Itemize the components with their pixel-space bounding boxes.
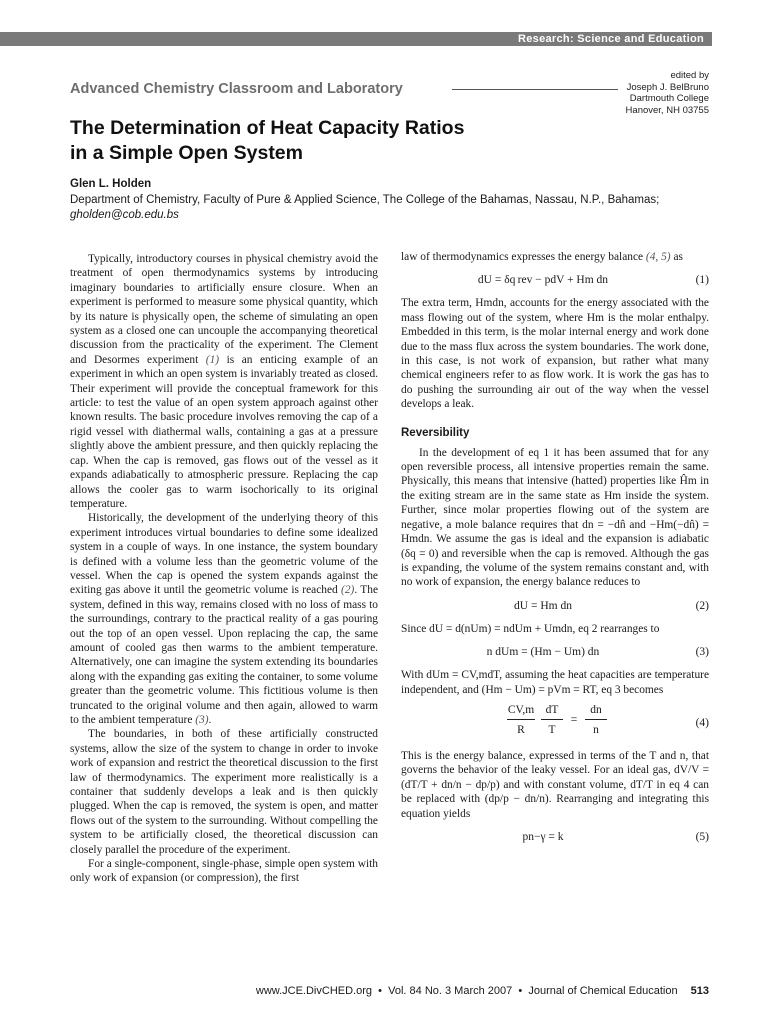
fraction-bar xyxy=(541,719,563,720)
equation-expression: n dUm = (Hm − Um) dn xyxy=(486,646,600,659)
section-banner xyxy=(0,32,712,46)
footer-separator: • xyxy=(378,985,382,997)
editor-line: edited by xyxy=(670,70,709,81)
paragraph: The extra term, Hmdn, accounts for the energy associated with the mass flowing out of the system, where Hm is the molar enthalpy. Embedded in this term, is the molar internal energy and work done due to the mass flux across the system boundaries. The work done, in this case, is not work of expansion, but rather what many chemical engineers refer to as flow work. It is work the gas has to do pushing the surrounding air out of the way when the vessel develops a leak. xyxy=(401,297,709,411)
editor-block xyxy=(626,70,709,116)
paragraph: For a single-component, single-phase, simple open system with only work of expansion (or compression), the first xyxy=(70,858,378,885)
paragraph: Historically, the development of the underlying theory of this experiment introduces virtual boundaries to define some idealized system in a couple of ways. In one instance, the system boundary is defined with a volume less than the geometric volume of the vessel. When the cap is opened the system expands against the exiting gas above it until the geometric volume is reached (2). The system, defined in this way, remains closed with no loss of mass to the surroundings, contrary to the practical reality of a gas pouring out the top of an open vessel. Upon replacing the cap, the same amount of cooled gas then warms to the ambient temperature. Alternatively, one can imagine the system extending its boundaries along with the expanding gas exiting the container, to some volume greater than the geometric volume. This fictitious volume is then truncated to the original volume and then again, allowed to warm to the ambient temperature (3). xyxy=(70,512,378,726)
equation-expression: dU = Hm dn xyxy=(514,599,572,612)
fraction-group xyxy=(505,701,609,745)
citation-link[interactable]: (4, 5) xyxy=(645,251,671,263)
equation-number: (4) xyxy=(695,716,709,729)
fraction-numerator: dn xyxy=(590,703,602,716)
editor-name: Joseph J. BelBruno xyxy=(626,81,709,93)
affiliation-text: Department of Chemistry, Faculty of Pure & Applied Science, The College of the Bahamas, Nassau, N.P., Bahamas; xyxy=(70,194,660,206)
fraction-numerator: CV,m xyxy=(507,703,535,716)
equation-3 xyxy=(401,640,709,664)
paragraph: This is the energy balance, expressed in terms of the T and n, that governs the behavior of the leaky vessel. For an ideal gas, dV/V = (dT/T + dn/n − dp/p) and with constant volume, dT/T in eq 4 can be replaced with (dp/p − dn/n). Rearranging and integrating this equation yields xyxy=(401,749,709,820)
equals-sign: = xyxy=(570,713,578,726)
fraction-denominator: R xyxy=(517,723,525,736)
fraction-numerator: dT xyxy=(545,703,559,716)
article-title-line-2: in a Simple Open System xyxy=(70,142,303,164)
equation-number: (2) xyxy=(695,599,709,612)
equation-number: (1) xyxy=(695,274,709,287)
citation-link[interactable]: (2) xyxy=(341,584,355,597)
editor-location: Hanover, NH 03755 xyxy=(625,104,709,116)
fraction-bar xyxy=(507,719,535,720)
author-email-link[interactable]: gholden@cob.edu.bs xyxy=(70,209,179,221)
paragraph: Typically, introductory courses in physical chemistry avoid the treatment of open thermodynamics systems by introducing imaginary boundaries to artificially ensure closure. When an experiment is performed to measure some physical quantity, which by its nature is physically open, the scheme of simulating an open system as a closed one can uncouple the accompanying theoretical discussion from the practicality of the experiment. The Clement and Desormes experiment (1) is an enticing example of an experiment in which an open system is invariably treated as closed. Their experiment will provide the conceptual framework for this article: to test the value of an open system approach against other known results. The basic procedure involves removing the cap of a rigid vessel with diathermal walls, containing a gas at a pressure slightly above the ambient pressure, and then quickly replacing the cap. When the cap is removed, gas flows out of the vessel as it expands adiabatically to atmospheric pressure. Replacing the cap allows the cooler gas to warm isochorically to its original temperature. xyxy=(70,253,379,510)
fraction-denominator: n xyxy=(593,723,599,736)
equation-4 xyxy=(401,701,709,745)
page-footer xyxy=(0,984,709,998)
page-number: 513 xyxy=(690,985,709,997)
series-title-rule xyxy=(452,89,618,90)
paragraph: With dUm = CV,mdT, assuming the heat capacities are temperature independent, and (Hm − Um) = pVm = RT, eq 3 becomes xyxy=(401,669,709,696)
body-column-left xyxy=(70,252,378,886)
equation-1 xyxy=(401,268,709,292)
author-name: Glen L. Holden xyxy=(70,178,152,190)
author-affiliation xyxy=(70,193,710,223)
journal-url-link[interactable]: www.JCE.DivCHED.org xyxy=(255,985,373,997)
journal-name: Journal of Chemical Education xyxy=(528,985,678,997)
equation-number: (3) xyxy=(695,646,709,659)
paragraph: In the development of eq 1 it has been assumed that for any open reversible process, all intensive properties remain the same. Physically, this means that intensive (hatted) properties like Ĥm in the exiting stream are in the same state as Hm inside the system. Further, since molar properties flowing out of the system are negative, a mole balance requires that dn = −dn̂ and −Hm(−dn̂) = Hmdn. We assume the gas is ideal and the expansion is adiabatic (δq = 0) and reversible when the cap is removed. Although the gas is expanding, the volume of the system remains constant and, with no work of expansion, the energy balance reduces to xyxy=(401,446,709,589)
equation-2 xyxy=(401,594,709,618)
citation-link[interactable]: (1) xyxy=(205,353,220,366)
citation-link[interactable]: (3) xyxy=(195,714,209,726)
article-title-line-1: The Determination of Heat Capacity Ratios xyxy=(70,117,465,139)
equation-expression: pn−γ = k xyxy=(522,830,564,843)
footer-separator: • xyxy=(518,985,523,997)
paragraph: The boundaries, in both of these artificially constructed systems, allow the size of the system to change in order to invoke work of expansion and restrict the theoretical discussion to the first law of thermodynamics. The experiment more realistically is a container that suddenly develops a leak and is then quickly plugged. When the cap is removed, the system is open, and matter flows out of the system to the surrounding. Without compelling the system to be artificially closed, the theoretical discussion can closely parallel the procedure of the experiment. xyxy=(70,728,378,856)
body-column-right xyxy=(401,250,709,853)
section-heading: Reversibility xyxy=(401,426,470,439)
issue-info: Vol. 84 No. 3 March 2007 xyxy=(388,985,513,997)
editor-institution: Dartmouth College xyxy=(629,93,709,104)
equation-5 xyxy=(401,825,709,849)
fraction-bar xyxy=(585,719,607,720)
equation-expression: dU = δq rev − pdV + Hm dn xyxy=(477,274,609,287)
section-banner-label: Research: Science and Education xyxy=(518,33,704,45)
article-title xyxy=(70,116,464,166)
series-title: Advanced Chemistry Classroom and Laboratory xyxy=(70,81,403,97)
fraction-denominator: T xyxy=(548,723,556,736)
paragraph: law of thermodynamics expresses the energy balance (4, 5) as xyxy=(401,251,683,263)
equation-number: (5) xyxy=(695,830,709,843)
paragraph: Since dU = d(nUm) = ndUm + Umdn, eq 2 rearranges to xyxy=(401,622,660,635)
